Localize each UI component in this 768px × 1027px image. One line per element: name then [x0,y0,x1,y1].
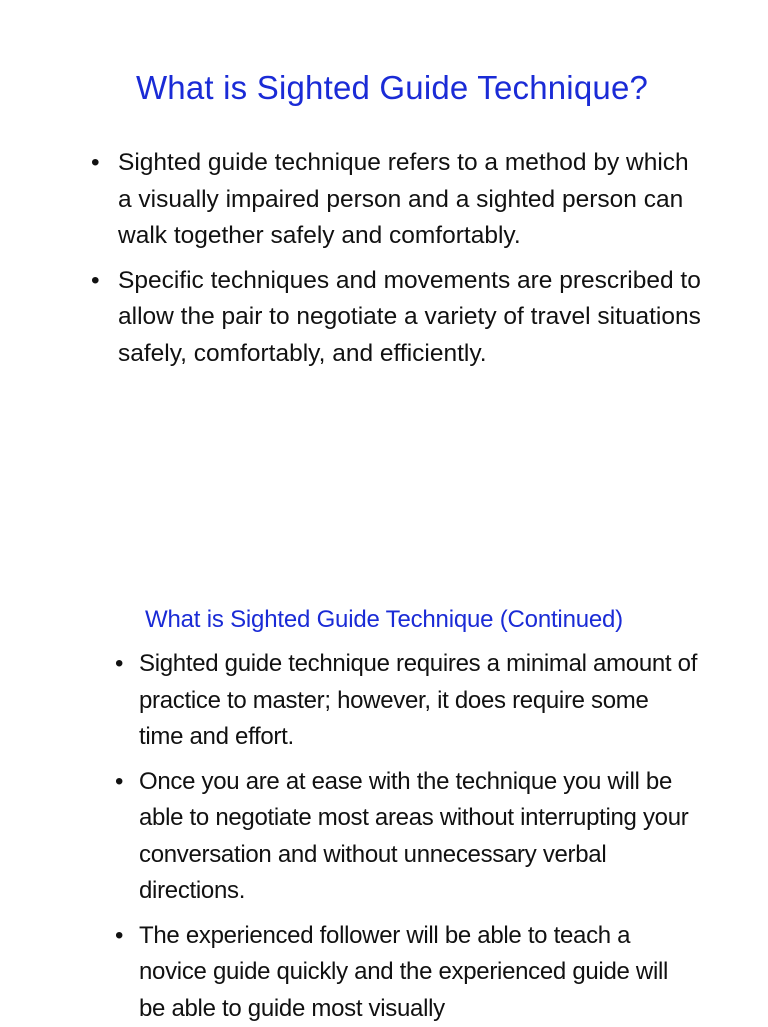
bullet-item [139,918,699,1027]
bullet-icon: • [115,646,123,683]
slide-2-title: What is Sighted Guide Technique (Continued) [0,602,768,638]
bullet-text: Sighted guide technique refers to a method by which a visually impaired person and a sighted person can walk together safely and comfortably. [118,149,689,249]
slide-1-bullet-list [118,145,708,372]
bullet-icon: • [115,764,123,801]
slide-2-bullet-list [139,646,699,1027]
bullet-icon: • [115,918,123,955]
bullet-item [118,263,708,373]
slide-1-title: What is Sighted Guide Technique? [0,62,768,114]
bullet-icon: • [91,263,100,300]
bullet-item [139,764,699,910]
bullet-text: Sighted guide technique requires a minimal amount of practice to master; however, it does require some time and effort. [139,650,697,750]
bullet-text: Specific techniques and movements are prescribed to allow the pair to negotiate a variety of travel situations safely, comfortably, and efficiently. [118,267,701,367]
bullet-icon: • [91,145,100,182]
bullet-text: The experienced follower will be able to teach a novice guide quickly and the experienced guide will be able to guide most visually [139,922,668,1022]
bullet-item [139,646,699,756]
bullet-text: Once you are at ease with the technique you will be able to negotiate most areas without interrupting your conversation and without unnecessary verbal directions. [139,768,688,905]
bullet-item [118,145,708,255]
